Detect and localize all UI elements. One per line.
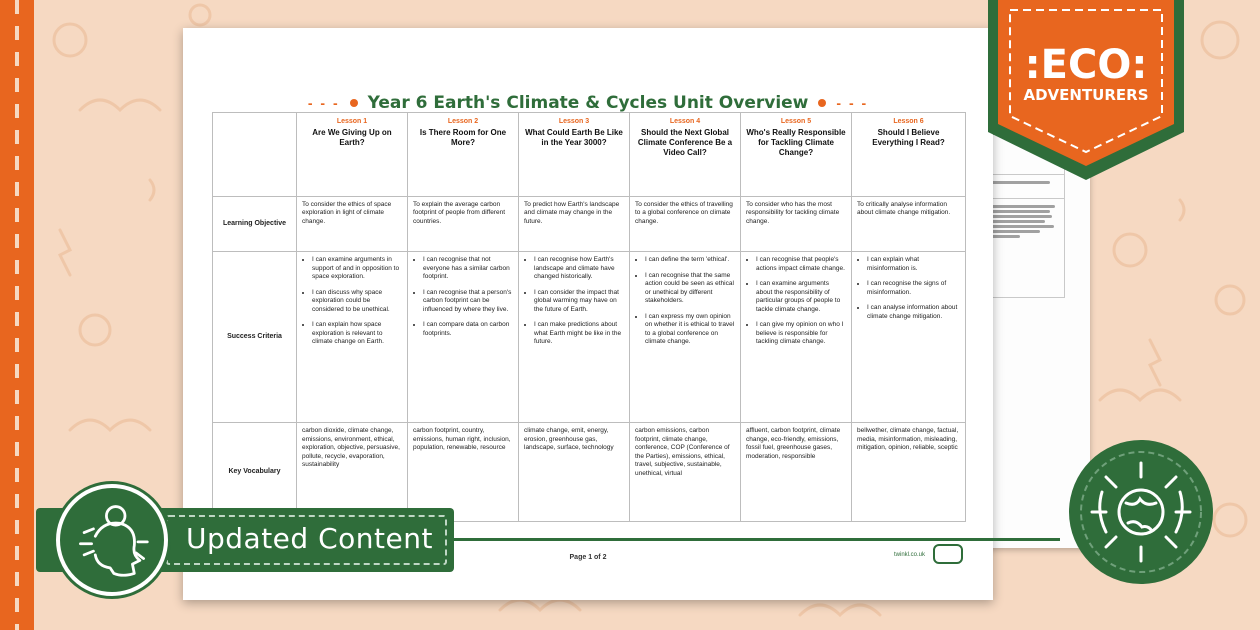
criteria-item: • I can discuss why space exploration could be considered to be unethical. [312,289,402,315]
eco-text: :ECO: [1024,42,1148,88]
objective-cell: To predict how Earth's landscape and climate may change in the future. [519,196,630,252]
row-header-criteria: Success Criteria [213,252,297,423]
snowflake-pattern-icon [1202,22,1238,58]
lightning-pattern-icon [60,230,70,275]
criteria-item: • I can recognise that not everyone has a similar carbon footprint. [423,256,513,282]
vocabulary-cell: affluent, carbon footprint, climate change, eco-friendly, emissions, fossil fuel, greenhouse gases, moderation, responsible [741,423,852,522]
criteria-item: • I can express my own opinion on whether it is ethical to travel to a global conference on climate change. [645,313,735,347]
snowflake-pattern-icon [1216,286,1244,314]
objective-cell: To consider the ethics of travelling to a global conference on climate change. [630,196,741,252]
lightning-pattern-icon [1150,340,1160,385]
criteria-item: • I can explain what misinformation is. [867,256,960,273]
lesson-header-4: Lesson 4 Should the Next Global Climate Conference Be a Video Call? [630,113,741,197]
cloud-pattern-icon [70,420,150,430]
vocabulary-cell: carbon emissions, carbon footprint, climate change, conference, COP (Conference of the Parties), emissions, ethical, travel, subjective, sustainable, unethical, virtual [630,423,741,522]
sun-pattern-icon [1214,504,1246,536]
lesson-header-5: Lesson 5 Who's Really Responsible for Tackling Climate Change? [741,113,852,197]
criteria-item: • I can analyse information about climate change mitigation. [867,304,960,321]
criteria-item: • I can give my opinion on who I believe is responsible for tackling climate change. [756,321,846,347]
criteria-cell [630,252,741,423]
page-number: Page 1 of 2 [569,554,607,561]
vocabulary-cell: climate change, emit, energy, erosion, greenhouse gas, landscape, surface, technology [519,423,630,522]
climate-globe-badge [1066,437,1216,587]
cloud-pattern-icon [800,605,880,615]
vocabulary-cell: carbon footprint, country, emissions, human right, inclusion, population, renewable, resource [408,423,519,522]
vocabulary-cell: bellwether, climate change, factual, media, misinformation, misleading, mitigation, opinion, reliable, sceptic [852,423,966,522]
criteria-row [213,252,966,423]
lesson-header-1: Lesson 1 Are We Giving Up on Earth? [297,113,408,197]
sun-pattern-icon [54,24,86,56]
thinking-head-icon [60,488,164,592]
title-dot-right [818,99,826,107]
criteria-item: • I can recognise that a person's carbon footprint can be influenced by where they live. [423,289,513,315]
objective-cell: To critically analyse information about climate change mitigation. [852,196,966,252]
criteria-item: • I can define the term 'ethical'. [645,256,735,265]
criteria-item: • I can examine arguments about the responsibility of particular groups of people to tackle climate change. [756,280,846,314]
objective-row [213,196,966,252]
adventurers-text: ADVENTURERS [1023,86,1149,104]
footer-brand: twinkl.co.uk [893,552,925,558]
sun-pattern-icon [80,315,110,345]
criteria-cell [741,252,852,423]
table-corner-cell [213,113,297,197]
criteria-item: • I can recognise how Earth's landscape and climate have changed historically. [534,256,624,282]
criteria-item: • I can compare data on carbon footprints. [423,321,513,338]
criteria-item: • I can make predictions about what Earth might be like in the future. [534,321,624,347]
criteria-item: • I can recognise that people's actions impact climate change. [756,256,846,273]
sun-pattern-icon [1114,234,1146,266]
objective-cell: To consider who has the most responsibility for tackling climate change. [741,196,852,252]
cloud-pattern-icon [80,100,160,110]
title-dash-right: - - - [836,95,869,111]
row-header-objective: Learning Objective [213,196,297,252]
criteria-item: • I can recognise that the same action could be seen as ethical or unethical by different stakeholders. [645,272,735,306]
unit-overview-table [212,112,966,522]
row-header-vocabulary: Key Vocabulary [213,423,297,522]
left-dashed-stripe [0,0,34,630]
cloud-pattern-icon [500,600,580,610]
eco-adventurers-ribbon [988,0,1184,180]
document-title: Year 6 Earth's Climate & Cycles Unit Overview [367,93,809,113]
criteria-item: • I can explain how space exploration is relevant to climate change on Earth. [312,321,402,347]
criteria-cell [408,252,519,423]
lesson-header-6: Lesson 6 Should I Believe Everything I Read? [852,113,966,197]
lesson-header-2: Lesson 2 Is There Room for One More? [408,113,519,197]
objective-cell: To explain the average carbon footprint of people from different countries. [408,196,519,252]
updated-content-label: Updated Content [186,522,433,555]
title-dot-left [350,99,358,107]
objective-cell: To consider the ethics of space exploration in light of climate change. [297,196,408,252]
lesson-header-3: Lesson 3 What Could Earth Be Like in the Year 3000? [519,113,630,197]
footer-logo-icon [933,544,963,564]
criteria-item: • I can recognise the signs of misinformation. [867,280,960,297]
criteria-cell [519,252,630,423]
title-dash-left: - - - [307,95,340,111]
vocabulary-row [213,423,966,522]
criteria-item: • I can examine arguments in support of and in opposition to space exploration. [312,256,402,282]
criteria-cell [297,252,408,423]
criteria-cell [852,252,966,423]
criteria-item: • I can consider the impact that global warming may have on the future of Earth. [534,289,624,315]
pshe-head-badge [56,484,168,596]
table-header-row [213,113,966,197]
vocabulary-cell: carbon dioxide, climate change, emissions, environment, ethical, exploration, objective, persuasive, pollute, recycle, evaporation, sustainability [297,423,408,522]
cloud-pattern-icon [1100,390,1180,400]
